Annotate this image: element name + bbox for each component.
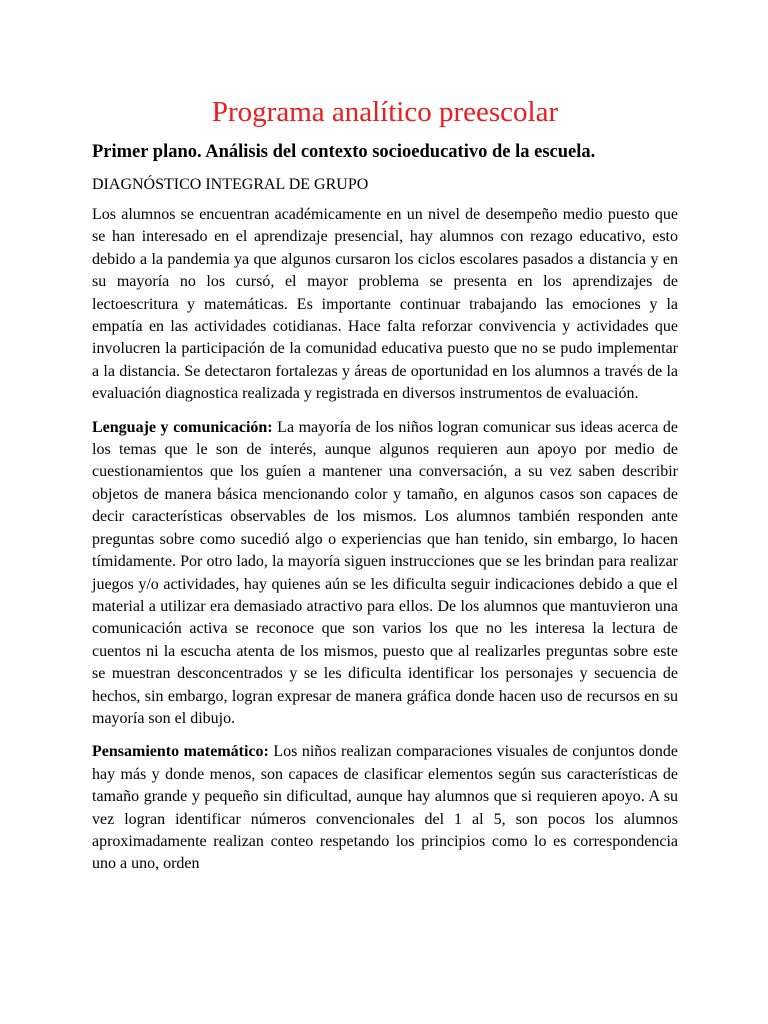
paragraph-text: Los alumnos se encuentran académicamente en un nivel de desempeño medio puesto que se han interesado en el aprendizaje presencial, hay alumnos con rezago educativo, esto debido a la pandemia ya que algunos cursaron los ciclos escolares pasados a distancia y en su mayoría no los cursó, el mayor problema se presenta en los aprendizajes de lectoescritura y matemáticas. Es importante continuar trabajando las emociones y la empatía en las actividades cotidianas. Hace falta reforzar convivencia y actividades que involucren la participación de la comunidad educativa puesto que no se pudo implementar a la distancia. Se detectaron fortalezas y áreas de oportunidad en los alumnos a través de la evaluación diagnostica realizada y registrada en diversos instrumentos de evaluación. bbox=[92, 206, 678, 403]
paragraph-lead-lenguaje: Lenguaje y comunicación: bbox=[92, 418, 273, 436]
paragraph-lead-pensamiento: Pensamiento matemático: bbox=[92, 743, 269, 761]
paragraph-text: Los niños realizan comparaciones visuales de conjuntos donde hay más y donde menos, son capaces de clasificar elementos según sus características de tamaño grande y pequeño sin dificultad, aunque hay alumnos que si requieren apoyo. A su vez logran identificar números convencionales del 1 al 5, son pocos los alumnos aproximadamente realizan conteo respetando los principios como lo es correspondencia uno a uno, orden bbox=[92, 743, 679, 873]
section-heading: DIAGNÓSTICO INTEGRAL DE GRUPO bbox=[92, 176, 369, 193]
document-page bbox=[92, 92, 678, 887]
paragraph-pensamiento bbox=[92, 741, 678, 875]
paragraph-lenguaje bbox=[92, 417, 678, 731]
paragraph-text: La mayoría de los niños logran comunicar sus ideas acerca de los temas que le son de interés, aunque algunos requieren aun apoyo por medio de cuestionamientos que los guíen a mantener una conversación, a su vez saben describir objetos de manera básica mencionando color y tamaño, en algunos casos son capaces de decir características observables de los mismos. Los alumnos también responden ante preguntas sobre como sucedió algo o experiencias que han tenido, sin embargo, lo hacen tímidamente. Por otro lado, la mayoría siguen instrucciones que se les brindan para realizar juegos y/o actividades, hay quienes aún se les dificulta seguir indicaciones debido a que el material a utilizar era demasiado atractivo para ellos. De los alumnos que mantuvieron una comunicación activa se reconoce que son varios los que no les interesa la lectura de cuentos ni la escucha atenta de los mismos, puesto que al realizarles preguntas sobre este se muestran desconcentrados y se les dificulta identificar los personajes y secuencia de hechos, sin embargo, logran expresar de manera gráfica donde hacen uso de recursos en su mayoría son el dibujo. bbox=[92, 418, 679, 727]
page-title: Programa analítico preescolar bbox=[211, 96, 559, 128]
document-subtitle: Primer plano. Análisis del contexto socioeducativo de la escuela. bbox=[92, 142, 596, 162]
paragraph-diagnostico bbox=[92, 204, 678, 406]
